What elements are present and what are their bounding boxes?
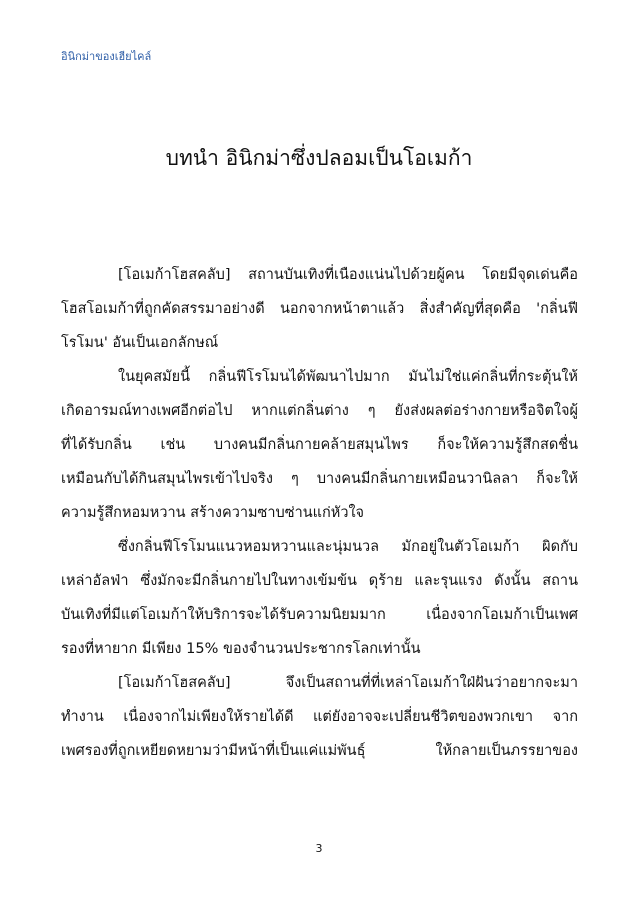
paragraph-3 bbox=[61, 530, 578, 666]
text-line: ความรู้สึกหอมหวาน สร้างความซาบซ่านแก่หัวใจ bbox=[61, 505, 365, 521]
text-line: ที่ได้รับกลิ่น เช่น บางคนมีกลิ่นกายคล้ายสมุนไพร ก็จะให้ความรู้สึกสดชื่น bbox=[61, 437, 578, 453]
text-line: ซึ่งกลิ่นฟีโรโมนแนวหอมหวานและนุ่มนวล มักอยู่ในตัวโอเมก้า ผิดกับ bbox=[118, 539, 578, 555]
paragraph-4 bbox=[61, 666, 578, 768]
text-line: เพศรองที่ถูกเหยียดหยามว่ามีหน้าที่เป็นแค่แม่พันธุ์ ให้กลายเป็นภรรยาของ bbox=[61, 743, 578, 759]
page-number: 3 bbox=[315, 842, 323, 855]
body-text bbox=[61, 258, 578, 768]
paragraph-1 bbox=[61, 258, 578, 360]
text-line: เหล่าอัลฟ่า ซึ่งมักจะมีกลิ่นกายไปในทางเข้มข้น ดุร้าย และรุนแรง ดังนั้น สถาน bbox=[61, 573, 578, 589]
text-line: ทำงาน เนื่องจากไม่เพียงให้รายได้ดี แต่ยังอาจจะเปลี่ยนชีวิตของพวกเขา จาก bbox=[61, 709, 578, 725]
text-line: เกิดอารมณ์ทางเพศอีกต่อไป หากแต่กลิ่นต่าง ๆ ยังส่งผลต่อร่างกายหรือจิตใจผู้ bbox=[61, 403, 578, 419]
chapter-title: บทนำ อินิกม่าซึ่งปลอมเป็นโอเมก้า bbox=[165, 146, 473, 170]
paragraph-2 bbox=[61, 360, 578, 530]
text-line: โฮสโอเมก้าที่ถูกคัดสรรมาอย่างดี นอกจากหน้าตาแล้ว สิ่งสำคัญที่สุดคือ 'กลิ่นฟี bbox=[61, 301, 578, 317]
text-line: [โอเมก้าโฮสคลับ] จึงเป็นสถานที่ที่เหล่าโอเมก้าใฝ่ฝันว่าอยากจะมา bbox=[118, 675, 578, 691]
text-line: บันเทิงที่มีแต่โอเมก้าให้บริการจะได้รับความนิยมมาก เนื่องจากโอเมก้าเป็นเพศ bbox=[61, 607, 578, 623]
text-line: รองที่หายาก มีเพียง 15% ของจำนวนประชากรโลกเท่านั้น bbox=[61, 641, 421, 657]
running-header: อินิกม่าของเฮียไคล์ bbox=[61, 50, 152, 63]
text-line: [โอเมก้าโฮสคลับ] สถานบันเทิงที่เนืองแน่นไปด้วยผู้คน โดยมีจุดเด่นคือ bbox=[118, 267, 578, 283]
text-line: ในยุคสมัยนี้ กลิ่นฟีโรโมนได้พัฒนาไปมาก มันไม่ใช่แค่กลิ่นที่กระตุ้นให้ bbox=[118, 369, 578, 385]
text-line: โรโมน' อันเป็นเอกลักษณ์ bbox=[61, 335, 219, 351]
text-line: เหมือนกับได้กินสมุนไพรเข้าไปจริง ๆ บางคนมีกลิ่นกายเหมือนวานิลลา ก็จะให้ bbox=[61, 471, 578, 487]
